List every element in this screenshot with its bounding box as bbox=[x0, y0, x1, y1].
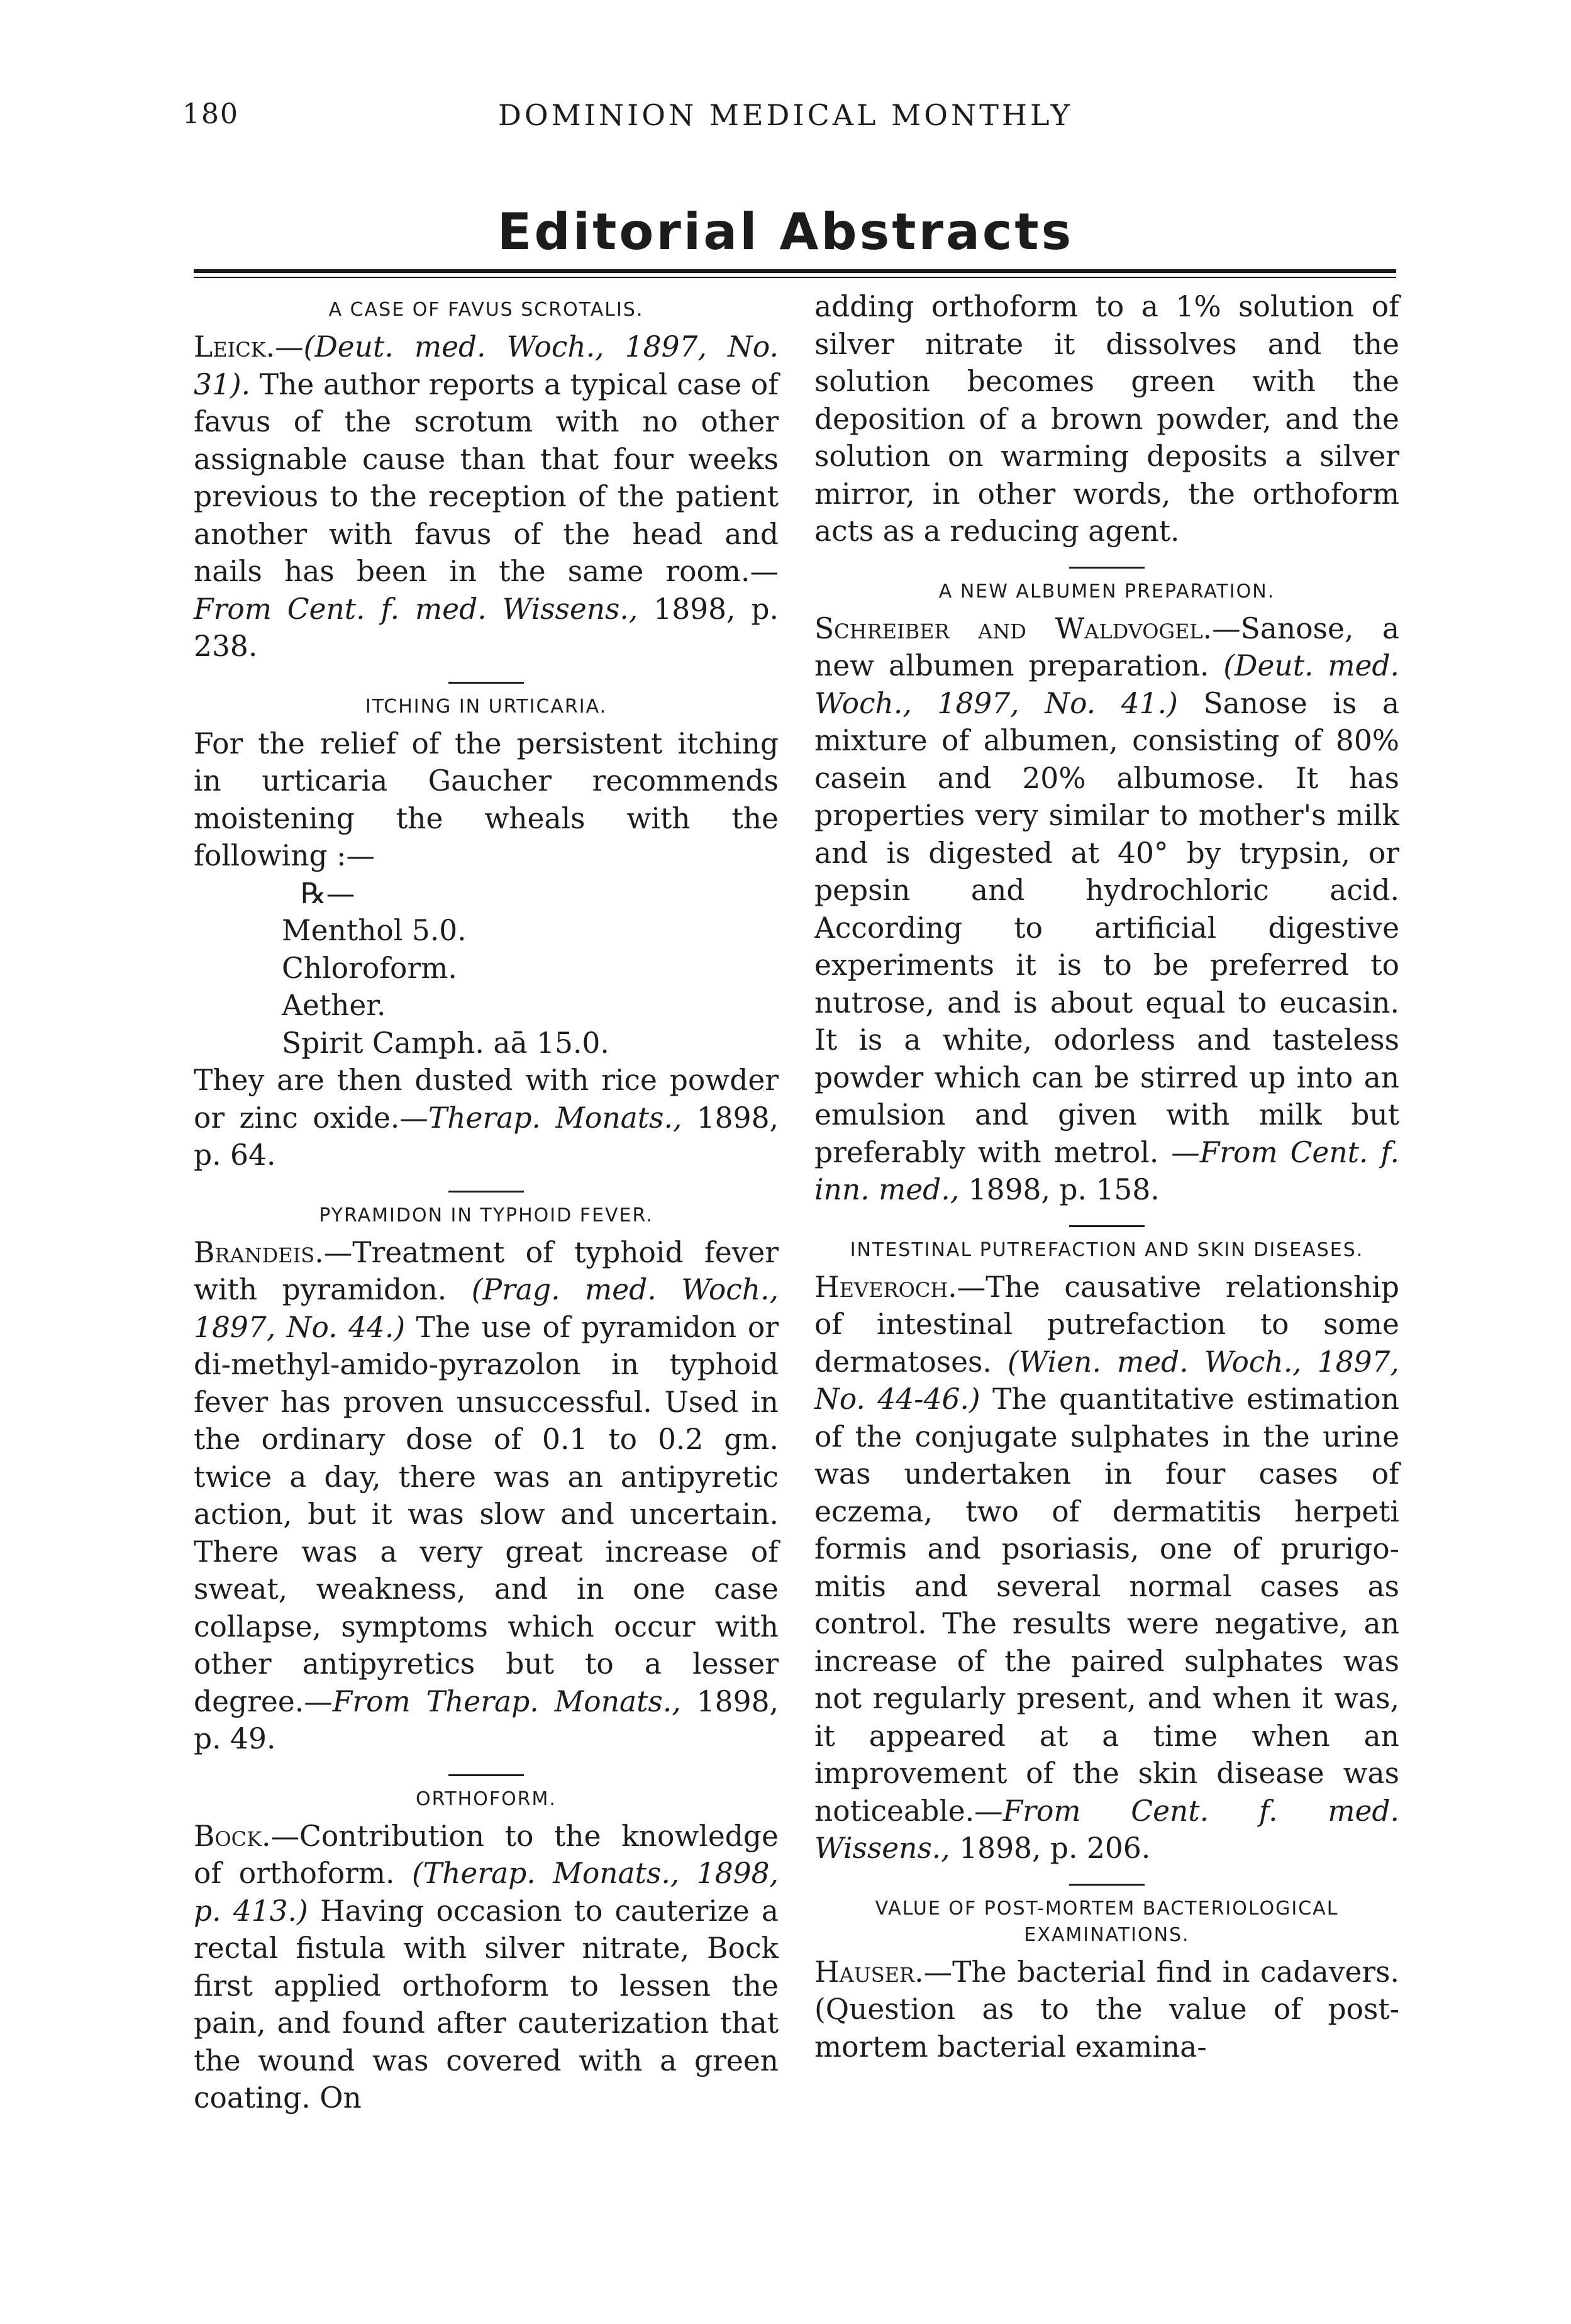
article-heading: A CASE OF FAVUS SCROTALIS. bbox=[328, 299, 644, 321]
source: From Therap. Monats., bbox=[332, 1684, 681, 1718]
text: —Contribution to the knowledge of orthoform. bbox=[194, 1819, 779, 1890]
text: —Treatment of typhoid fever with pyramidon. bbox=[194, 1235, 779, 1306]
prescription-line: Chloroform. bbox=[282, 951, 457, 985]
separator bbox=[1069, 567, 1145, 569]
article-orthoform bbox=[194, 1786, 779, 2117]
right-column bbox=[814, 288, 1399, 2065]
text: The author reports a typical case of favus of the scrotum with no other assignable cause than that four weeks previous to the reception of the patient another with favus of the head and nails has been in the same room.— bbox=[194, 367, 779, 588]
text: The use of pyramidon or di-methyl-amido-pyrazolon in typhoid fever has proven unsuccessful. Used in the ordinary dose of 0.1 to 0.2 gm. twice a day, there was an antipyretic action, but it was slow and uncertain. There was a very great increase of sweat, weakness, and in one case collapse, symptoms which occur with other antipyretics but to a lesser degree.— bbox=[194, 1310, 779, 1718]
author: Heveroch. bbox=[814, 1270, 957, 1304]
citation: (Prag. med. Woch., 1897, No. 44.) bbox=[194, 1273, 779, 1344]
article-body bbox=[814, 1269, 1399, 1867]
article-body: adding orthoform to a 1% solution of silver nitrate it dissolves and the solution becomes green with the deposition of a brown powder, and the solution on warming deposits a silver mirror, in other words, the orthoform acts as a reducing agent. bbox=[814, 290, 1399, 548]
source-tail: 1898, p. 206. bbox=[959, 1832, 1151, 1865]
source-tail: 1898, p. 64. bbox=[194, 1101, 779, 1172]
text: —The bacterial find in cadavers. (Question as to the value of post-mortem bacterial examina- bbox=[814, 1955, 1399, 2064]
article-body bbox=[814, 610, 1399, 1209]
article-heading: ORTHOFORM. bbox=[416, 1787, 557, 1810]
author: Brandeis. bbox=[194, 1235, 324, 1269]
source: From Cent. f. med. Wissens., bbox=[194, 592, 638, 626]
title-rule-thin bbox=[194, 277, 1396, 278]
article-body bbox=[194, 1234, 779, 1758]
title-rule bbox=[194, 269, 1396, 273]
author: Leick. bbox=[194, 330, 275, 364]
source-tail: 1898, p. 158. bbox=[968, 1173, 1160, 1206]
article-favus bbox=[194, 297, 779, 665]
text: —Sanose, a new albumen preparation. bbox=[814, 611, 1400, 682]
source-tail: 1898, p. 238. bbox=[194, 592, 779, 663]
citation: (Therap. Monats., 1898, p. 413.) bbox=[194, 1857, 779, 1928]
prescription-symbol: ℞— bbox=[301, 876, 355, 910]
source: —From Cent. f. inn. med., bbox=[814, 1135, 1400, 1206]
separator bbox=[448, 1191, 524, 1193]
running-head: DOMINION MEDICAL MONTHLY bbox=[497, 98, 1074, 132]
author: Schreiber and Waldvogel. bbox=[814, 611, 1213, 645]
article-heading: PYRAMIDON IN TYPHOID FEVER. bbox=[319, 1204, 653, 1226]
separator bbox=[1069, 1225, 1145, 1227]
text: —The causative relationship of intestinal putrefaction to some dermatoses. bbox=[814, 1270, 1399, 1379]
separator bbox=[448, 682, 524, 684]
article-itching bbox=[194, 694, 779, 1174]
article-albumen bbox=[814, 579, 1399, 1209]
article-orthoform-continued bbox=[814, 288, 1399, 550]
source: Therap. Monats., bbox=[428, 1101, 682, 1135]
source: From Cent. f. med. Wissens., bbox=[814, 1794, 1399, 1865]
article-heading: VALUE OF POST-MORTEM BACTERIOLOGICAL EXAMINATIONS. bbox=[875, 1897, 1339, 1946]
article-body bbox=[814, 1954, 1399, 2066]
author: Bock. bbox=[194, 1819, 271, 1853]
text: Sanose is a mixture of albumen, consisting of 80% casein and 20% albumose. It has properties very similar to mother's milk and is digested at 40° by trypsin, or pepsin and hydrochloric acid. According to artificial digestive experiments it is to be preferred to nutrose, and is about equal to eucasin. It is a white, odorless and tasteless powder which can be stirred up into an emulsion and given with milk but preferably with metrol. bbox=[814, 686, 1399, 1169]
separator bbox=[448, 1774, 524, 1776]
section-title: Editorial Abstracts bbox=[497, 203, 1074, 261]
article-heading: INTESTINAL PUTREFACTION AND SKIN DISEASES. bbox=[850, 1238, 1364, 1261]
article-body-closing bbox=[194, 1062, 779, 1174]
source-tail: 1898, p. 49. bbox=[194, 1684, 779, 1755]
article-putrefaction bbox=[814, 1237, 1399, 1867]
citation: —(Deut. med. Woch., 1897, No. 31). bbox=[194, 330, 779, 401]
separator bbox=[1069, 1884, 1145, 1886]
article-pyramidon bbox=[194, 1203, 779, 1758]
article-body: For the relief of the persistent itching in urticaria Gaucher recommends moistening the wheals with the following :— bbox=[194, 726, 779, 872]
prescription-line: Aether. bbox=[282, 989, 386, 1022]
article-heading: A NEW ALBUMEN PREPARATION. bbox=[938, 580, 1275, 603]
page-number: 180 bbox=[182, 98, 239, 130]
text: They are then dusted with rice powder or zinc oxide.— bbox=[194, 1064, 779, 1135]
text: Having occasion to cauterize a rectal fistula with silver nitrate, Bock first applied orthoform to lessen the pain, and found after cauterization that the wound was covered with a green coating. On bbox=[194, 1894, 779, 2115]
citation: (Wien. med. Woch., 1897, No. 44-46.) bbox=[814, 1345, 1399, 1416]
prescription-line: Spirit Camph. aā 15.0. bbox=[282, 1026, 609, 1060]
prescription-line: Menthol 5.0. bbox=[282, 914, 467, 947]
author: Hauser. bbox=[814, 1955, 924, 1989]
left-column bbox=[194, 288, 779, 2117]
article-body bbox=[194, 1818, 779, 2117]
article-body bbox=[194, 328, 779, 665]
article-heading: ITCHING IN URTICARIA. bbox=[365, 695, 608, 718]
article-postmortem bbox=[814, 1896, 1399, 2066]
citation: (Deut. med. Woch., 1897, No. 41.) bbox=[814, 649, 1399, 720]
text: The quantitative estimation of the conjugate sulphates in the urine was undertaken in four cases of eczema, two of dermatitis herpeti formis and psoriasis, one of prurigo-mitis and several normal cases as control. The results were negative, an increase of the paired sulphates was not regularly present, and when it was, it appeared at a time when an improvement of the skin disease was noticeable.— bbox=[814, 1382, 1399, 1828]
